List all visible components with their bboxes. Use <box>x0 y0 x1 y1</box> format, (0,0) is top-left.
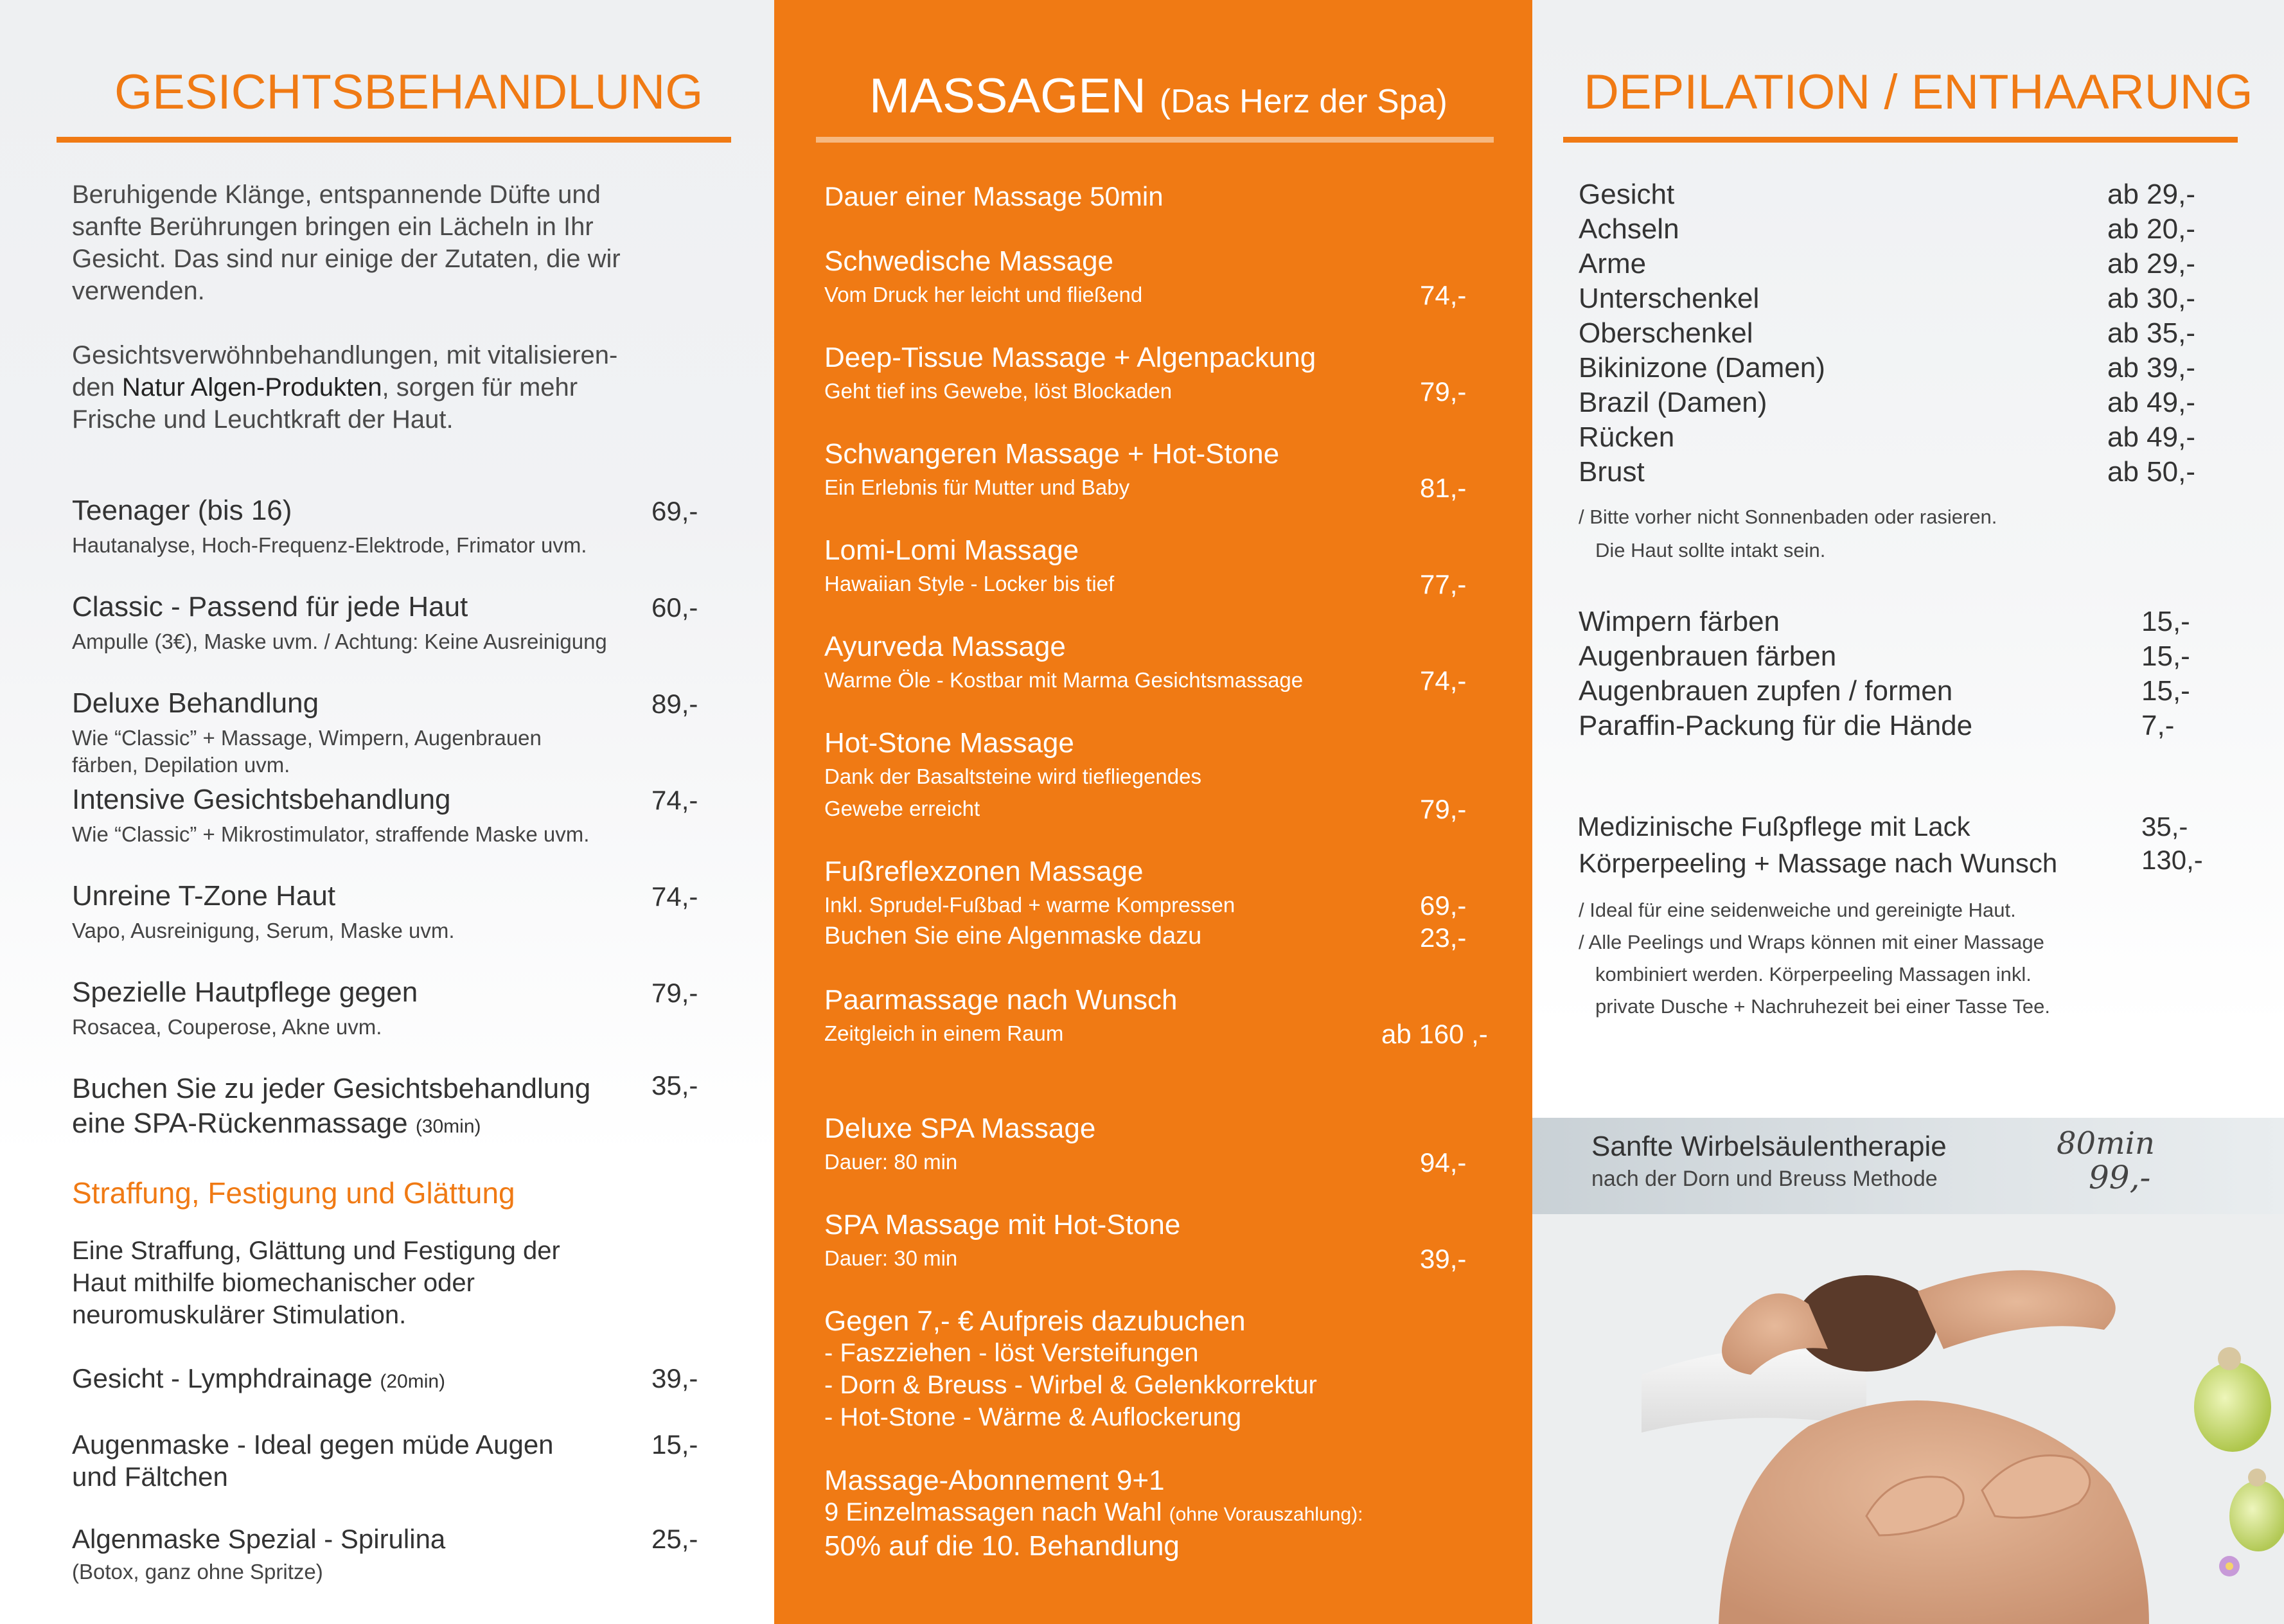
item-price: 81,- <box>1420 473 1467 503</box>
item-price: 60,- <box>651 592 698 622</box>
item-name: Spezielle Hautpflege gegen <box>72 976 418 1008</box>
item-price: 39,- <box>1420 1244 1467 1274</box>
item-name: Classic - Passend für jede Haut <box>72 591 468 622</box>
brow-item-name: Paraffin-Packung für die Hände <box>1579 710 1973 741</box>
depilation-item-name: Gesicht <box>1579 179 1675 210</box>
item-price: 39,- <box>651 1363 698 1393</box>
item-desc: Wie “Classic” + Mikrostimulator, straffende Maske uvm. <box>72 822 590 846</box>
depilation-item-name: Arme <box>1579 248 1647 279</box>
massage-photo <box>1532 1214 2284 1624</box>
item-desc: färben, Depilation uvm. <box>72 753 290 777</box>
facial-intro-2: Gesichtsverwöhnbehandlungen, mit vitalisieren- den Natur Algen-Produkten, sorgen für mehr Frische und Leuchtkraft der Haut. <box>72 341 618 434</box>
item-price: 23,- <box>1420 922 1467 953</box>
item-desc: Wie “Classic” + Massage, Wimpern, Augenbrauen <box>72 726 542 750</box>
depilation-item-name: Rücken <box>1579 421 1675 453</box>
depilation-item-name: Brazil (Damen) <box>1579 387 1767 418</box>
brow-item-name: Augenbrauen färben <box>1579 640 1837 672</box>
item-desc: Rosacea, Couperose, Akne uvm. <box>72 1015 382 1039</box>
massage-title-rule <box>816 137 1494 143</box>
depilation-item-price: ab 49,- <box>2107 387 2195 418</box>
depilation-item-price: ab 30,- <box>2107 283 2195 314</box>
item-price: 35,- <box>2141 811 2188 842</box>
depilation-item-price: ab 49,- <box>2107 421 2195 453</box>
item-name: Intensive Gesichtsbehandlung <box>72 784 451 815</box>
item-price: 69,- <box>1420 890 1467 921</box>
facial-intro: Beruhigende Klänge, entspannende Düfte und sanfte Berührungen bringen ein Lächeln in Ihr Gesicht. Das sind nur einige der Zutaten, die wir verwenden. <box>72 181 621 305</box>
item-name: Unreine T-Zone Haut <box>72 880 336 912</box>
item-price: 94,- <box>1420 1147 1467 1178</box>
brow-item-price: 15,- <box>2141 640 2190 672</box>
spine-therapy-banner: Sanfte Wirbelsäulentherapie nach der Dorn und Breuss Methode 80min 99,- <box>1532 1118 2284 1214</box>
facial-title: GESICHTSBEHANDLUNG <box>114 65 704 119</box>
item-price: 79,- <box>651 978 698 1008</box>
depilation-item-price: ab 50,- <box>2107 456 2195 488</box>
massage-photo-illustration <box>1532 1214 2284 1624</box>
depilation-item-price: ab 20,- <box>2107 213 2195 245</box>
depilation-item-price: ab 35,- <box>2107 317 2195 349</box>
item-price: 35,- <box>651 1070 698 1100</box>
item-price: 77,- <box>1420 569 1467 599</box>
depilation-item-name: Unterschenkel <box>1579 283 1760 314</box>
item-price: 74,- <box>651 881 698 912</box>
item-price: 69,- <box>651 496 698 526</box>
depilation-title-rule <box>1563 137 2238 143</box>
depilation-note: Die Haut sollte intakt sein. <box>1595 539 1826 561</box>
facial-title-rule <box>57 137 731 143</box>
massage-duration: Dauer einer Massage 50min <box>824 181 1164 211</box>
facial-column: GESICHTSBEHANDLUNG Beruhigende Klänge, entspannende Düfte und sanfte Berührungen bringen ein Lächeln in Ihr Gesicht. Das sind nur einige der Zutaten, die wir verwenden. Gesichtsverwöhnbehandlungen, mit vitalisieren- den Natur Algen-Produkten, sorgen für mehr Frische und Leuchtkraft der Haut. Teenager (bis 16) Hautanalyse, Hoch-Frequenz-Elektrode, Frimator uvm. 69,- Classic - Passend für jede Haut Ampulle (3€), Maske uvm. / Achtung: Keine Ausreinigung 60,- Deluxe Behandlung Wie “Classic” + Massage, Wimpern, Augenbrauen färben, Depilation uvm. 89,- Intensive Gesichtsbehandlung Wie “Classic” + Mikrostimulator, straffende Maske uvm. 74,- Unreine T-Zone Haut Vapo, Ausreinigung, Serum, Maske uvm. 74,- Spezielle Hautpflege gegen Rosacea, Couperose, Akne uvm. 79,- Buchen Sie zu jeder Gesichtsbehandlung eine SPA-Rückenmassage (30min) 35,- Straffung, Festigung und Glättung Eine Straffung, Glättung und Festigung der Haut mithilfe biomechanischer oder neuromuskulärer Stimulation. Gesicht - Lymphdrainage (20min) 39,- Augenmaske - Ideal gegen müde Augen und Fältchen 15,- Algenmaske Spezial - Spirulina (Botox, ganz ohne Spritze) 25,- <box>0 0 774 1624</box>
item-name: Teenager (bis 16) <box>72 495 292 526</box>
item-price: 74,- <box>1420 666 1467 696</box>
item-price: 15,- <box>651 1429 698 1460</box>
massage-title: MASSAGEN (Das Herz der Spa) <box>869 69 1447 123</box>
item-desc: Ampulle (3€), Maske uvm. / Achtung: Keine Ausreinigung <box>72 630 607 653</box>
depilation-item-name: Oberschenkel <box>1579 317 1753 349</box>
item-price: 89,- <box>651 689 698 719</box>
depilation-item-price: ab 29,- <box>2107 179 2195 210</box>
item-price: 25,- <box>651 1524 698 1554</box>
item-price: 79,- <box>1420 794 1467 824</box>
brow-item-price: 15,- <box>2141 606 2190 637</box>
depilation-title: DEPILATION / ENTHAARUNG <box>1584 65 2253 119</box>
massage-column: MASSAGEN (Das Herz der Spa) Dauer einer Massage 50min Schwedische Massage Vom Druck her leicht und fließend 74,- Deep-Tissue Massage + Algenpackung Geht tief ins Gewebe, löst Blockaden 79,- Schwangeren Massage + Hot-Stone Ein Erlebnis für Mutter und Baby 81,- Lomi-Lomi Massage Hawaiian Style - Locker bis tief 77,- Ayurveda Massage Warme Öle - Kostbar mit Marma Gesichtsmassage 74,- Hot-Stone Massage Dank der Basaltsteine wird tiefliegendes Gewebe erreicht 79,- Fußreflexzonen Massage Inkl. Sprudel-Fußbad + warme Kompressen 69,- Buchen Sie eine Algenmaske dazu 23,- Paarmassage nach Wunsch Zeitgleich in einem Raum ab 160 ,- Deluxe SPA Massage Dauer: 80 min 94,- SPA Massage mit Hot-Stone Dauer: 30 min 39,- Gegen 7,- € Aufpreis dazubuchen - Faszziehen - löst Versteifungen - Dorn & Breuss - Wirbel & Gelenkkorrektur - Hot-Stone - Wärme & Auflockerung Massage-Abonnement 9+1 9 Einzelmassagen nach Wahl (ohne Vorauszahlung): 50% auf die 10. Behandlung <box>774 0 1532 1624</box>
item-price: 74,- <box>1420 280 1467 310</box>
depilation-item-price: ab 39,- <box>2107 352 2195 384</box>
brow-item-name: Augenbrauen zupfen / formen <box>1579 675 1953 707</box>
brow-item-name: Wimpern färben <box>1579 606 1780 637</box>
depilation-column: DEPILATION / ENTHAARUNG Gesicht ab 29,- Achseln ab 20,- Arme ab 29,- Unterschenkel ab 30,- Oberschenkel ab 35,- Bikinizone (Damen) ab 39,- Brazil (Damen) ab 49,- Rücken ab 49,- Brust ab 50,- / Bitte vorher nicht Sonnenbaden oder rasieren. Die Haut sollte intakt sein. Wimpern färben 15,- Augenbrauen färben 15,- Augenbrauen zupfen / formen 15,- Paraffin-Packung für die Hände 7,- Medizinische Fußpflege mit Lack 35,- Körperpeeling + Massage nach Wunsch 130,- / Ideal für eine seidenweiche und gereinigte Haut. / Alle Peelings und Wraps können mit einer Massage kombiniert werden. Körperpeeling Massagen inkl. private Dusche + Nachruhezeit bei einer Tasse Tee. <box>1532 0 2284 1624</box>
depilation-note: / Bitte vorher nicht Sonnenbaden oder rasieren. <box>1579 506 1997 528</box>
item-desc: Vapo, Ausreinigung, Serum, Maske uvm. <box>72 919 455 942</box>
depilation-item-name: Achseln <box>1579 213 1679 245</box>
item-price: 130,- <box>2141 845 2203 875</box>
item-price: ab 160 ,- <box>1381 1019 1488 1049</box>
item-desc: Hautanalyse, Hoch-Frequenz-Elektrode, Frimator uvm. <box>72 533 587 557</box>
brow-item-price: 15,- <box>2141 675 2190 707</box>
item-price: 79,- <box>1420 376 1467 407</box>
depilation-item-name: Brust <box>1579 456 1645 488</box>
depilation-item-name: Bikinizone (Damen) <box>1579 352 1825 384</box>
item-name: Deluxe Behandlung <box>72 687 319 719</box>
depilation-item-price: ab 29,- <box>2107 248 2195 279</box>
brow-item-price: 7,- <box>2141 710 2175 741</box>
item-price: 74,- <box>651 785 698 815</box>
firming-title: Straffung, Festigung und Glättung <box>72 1176 515 1210</box>
